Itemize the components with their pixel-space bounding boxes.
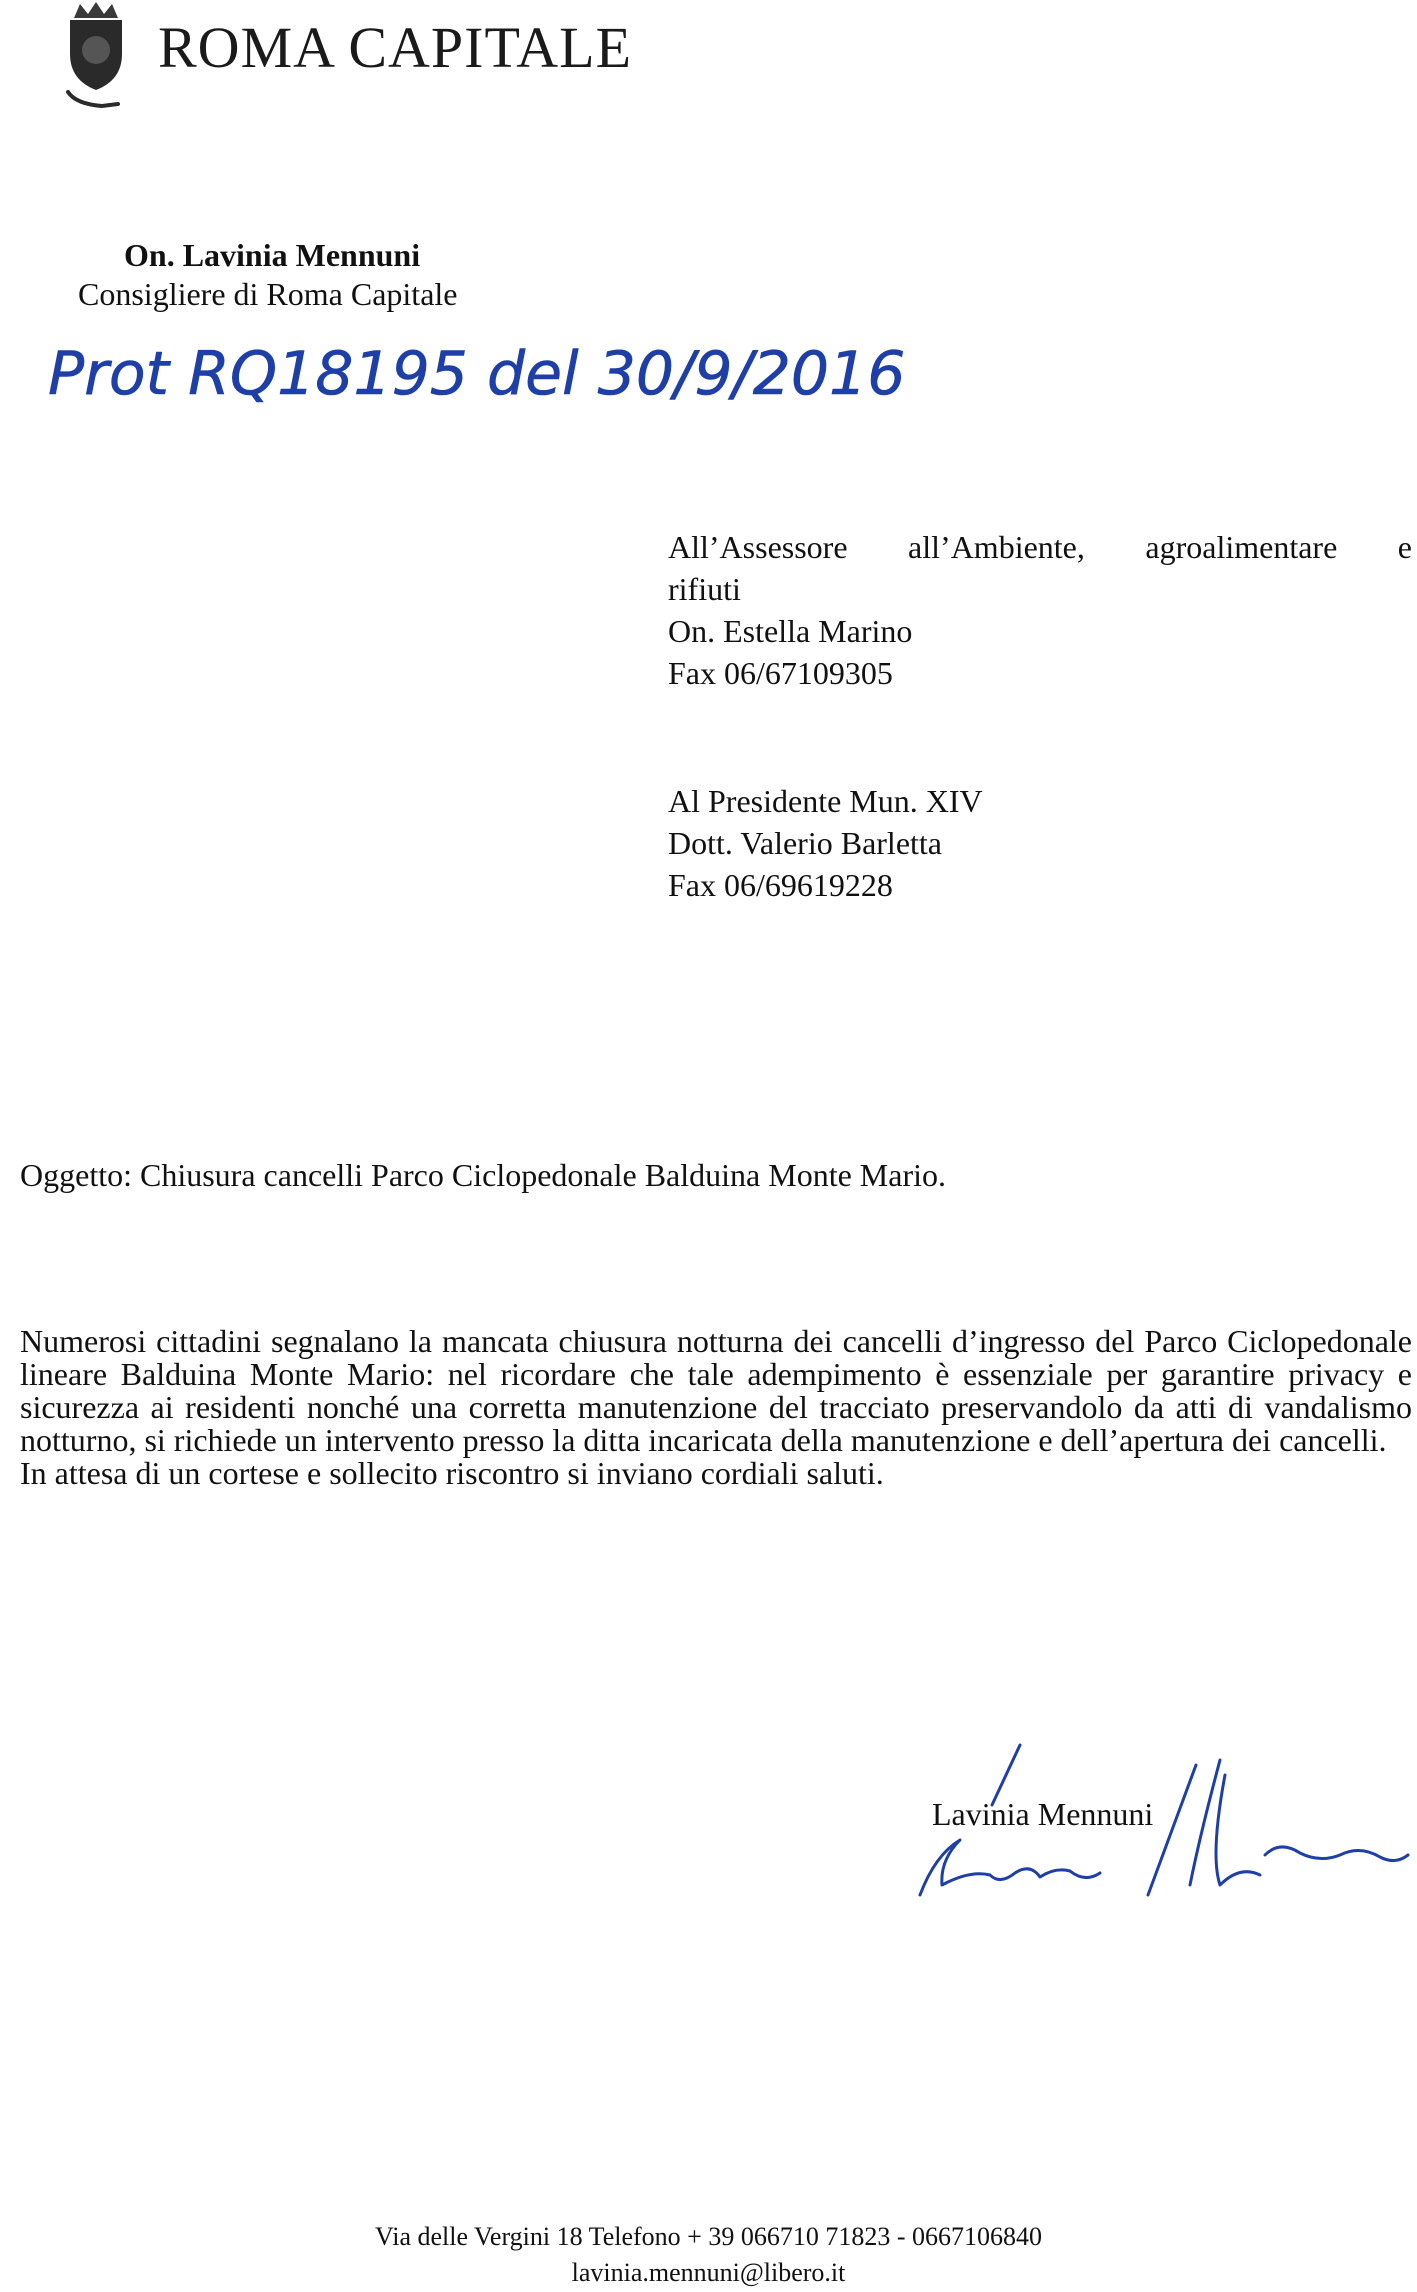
recipient-1-title: All’Assessore all’Ambiente, agroalimentare e (668, 529, 1412, 565)
recipient-block-1 (668, 526, 1412, 694)
organization-title: ROMA CAPITALE (158, 15, 632, 80)
letter-body (20, 1325, 1412, 1490)
footer-address: Via delle Vergini 18 Telefono + 39 066710 71823 - 0667106840 (375, 2222, 1042, 2251)
sender-role: Consigliere di Roma Capitale (78, 276, 458, 312)
handwritten-protocol-note (48, 322, 906, 437)
recipient-1-fax: Fax 06/67109305 (668, 655, 893, 691)
closing-line: In attesa di un cortese e sollecito riscontro si inviano cordiali saluti. (20, 1455, 884, 1491)
recipient-2-name: Dott. Valerio Barletta (668, 825, 942, 861)
recipient-1-title-cont: rifiuti (668, 571, 741, 607)
recipient-2-fax: Fax 06/69619228 (668, 867, 893, 903)
svg-text:Prot RQ18195 del 30/9/2016: Prot RQ18195 del 30/9/2016 (48, 339, 906, 409)
roma-capitale-crest-icon (62, 0, 142, 115)
letter-subject: Oggetto: Chiusura cancelli Parco Ciclopedonale Balduina Monte Mario. (20, 1157, 946, 1193)
recipient-1-name: On. Estella Marino (668, 613, 913, 649)
handwritten-signature (880, 1745, 1410, 1930)
sender-name: On. Lavinia Mennuni (124, 237, 421, 273)
recipient-block-2 (668, 780, 983, 906)
recipient-2-title: Al Presidente Mun. XIV (668, 783, 983, 819)
footer-email: lavinia.mennuni@libero.it (571, 2258, 846, 2287)
body-paragraph: Numerosi cittadini segnalano la mancata chiusura notturna dei cancelli d’ingresso del Parco Ciclopedonale lineare Balduina Monte Mario: nel ricordare che tale adempimento è essenziale per garantire privacy e sicurezza ai residenti nonché una corretta manutenzione del tracciato preservandolo da atti di vandalismo notturno, si richiede un intervento presso la ditta incaricata della manutenzione e dell’apertura dei cancelli. (20, 1323, 1412, 1458)
signatory-name: Lavinia Mennuni (932, 1796, 1154, 1832)
